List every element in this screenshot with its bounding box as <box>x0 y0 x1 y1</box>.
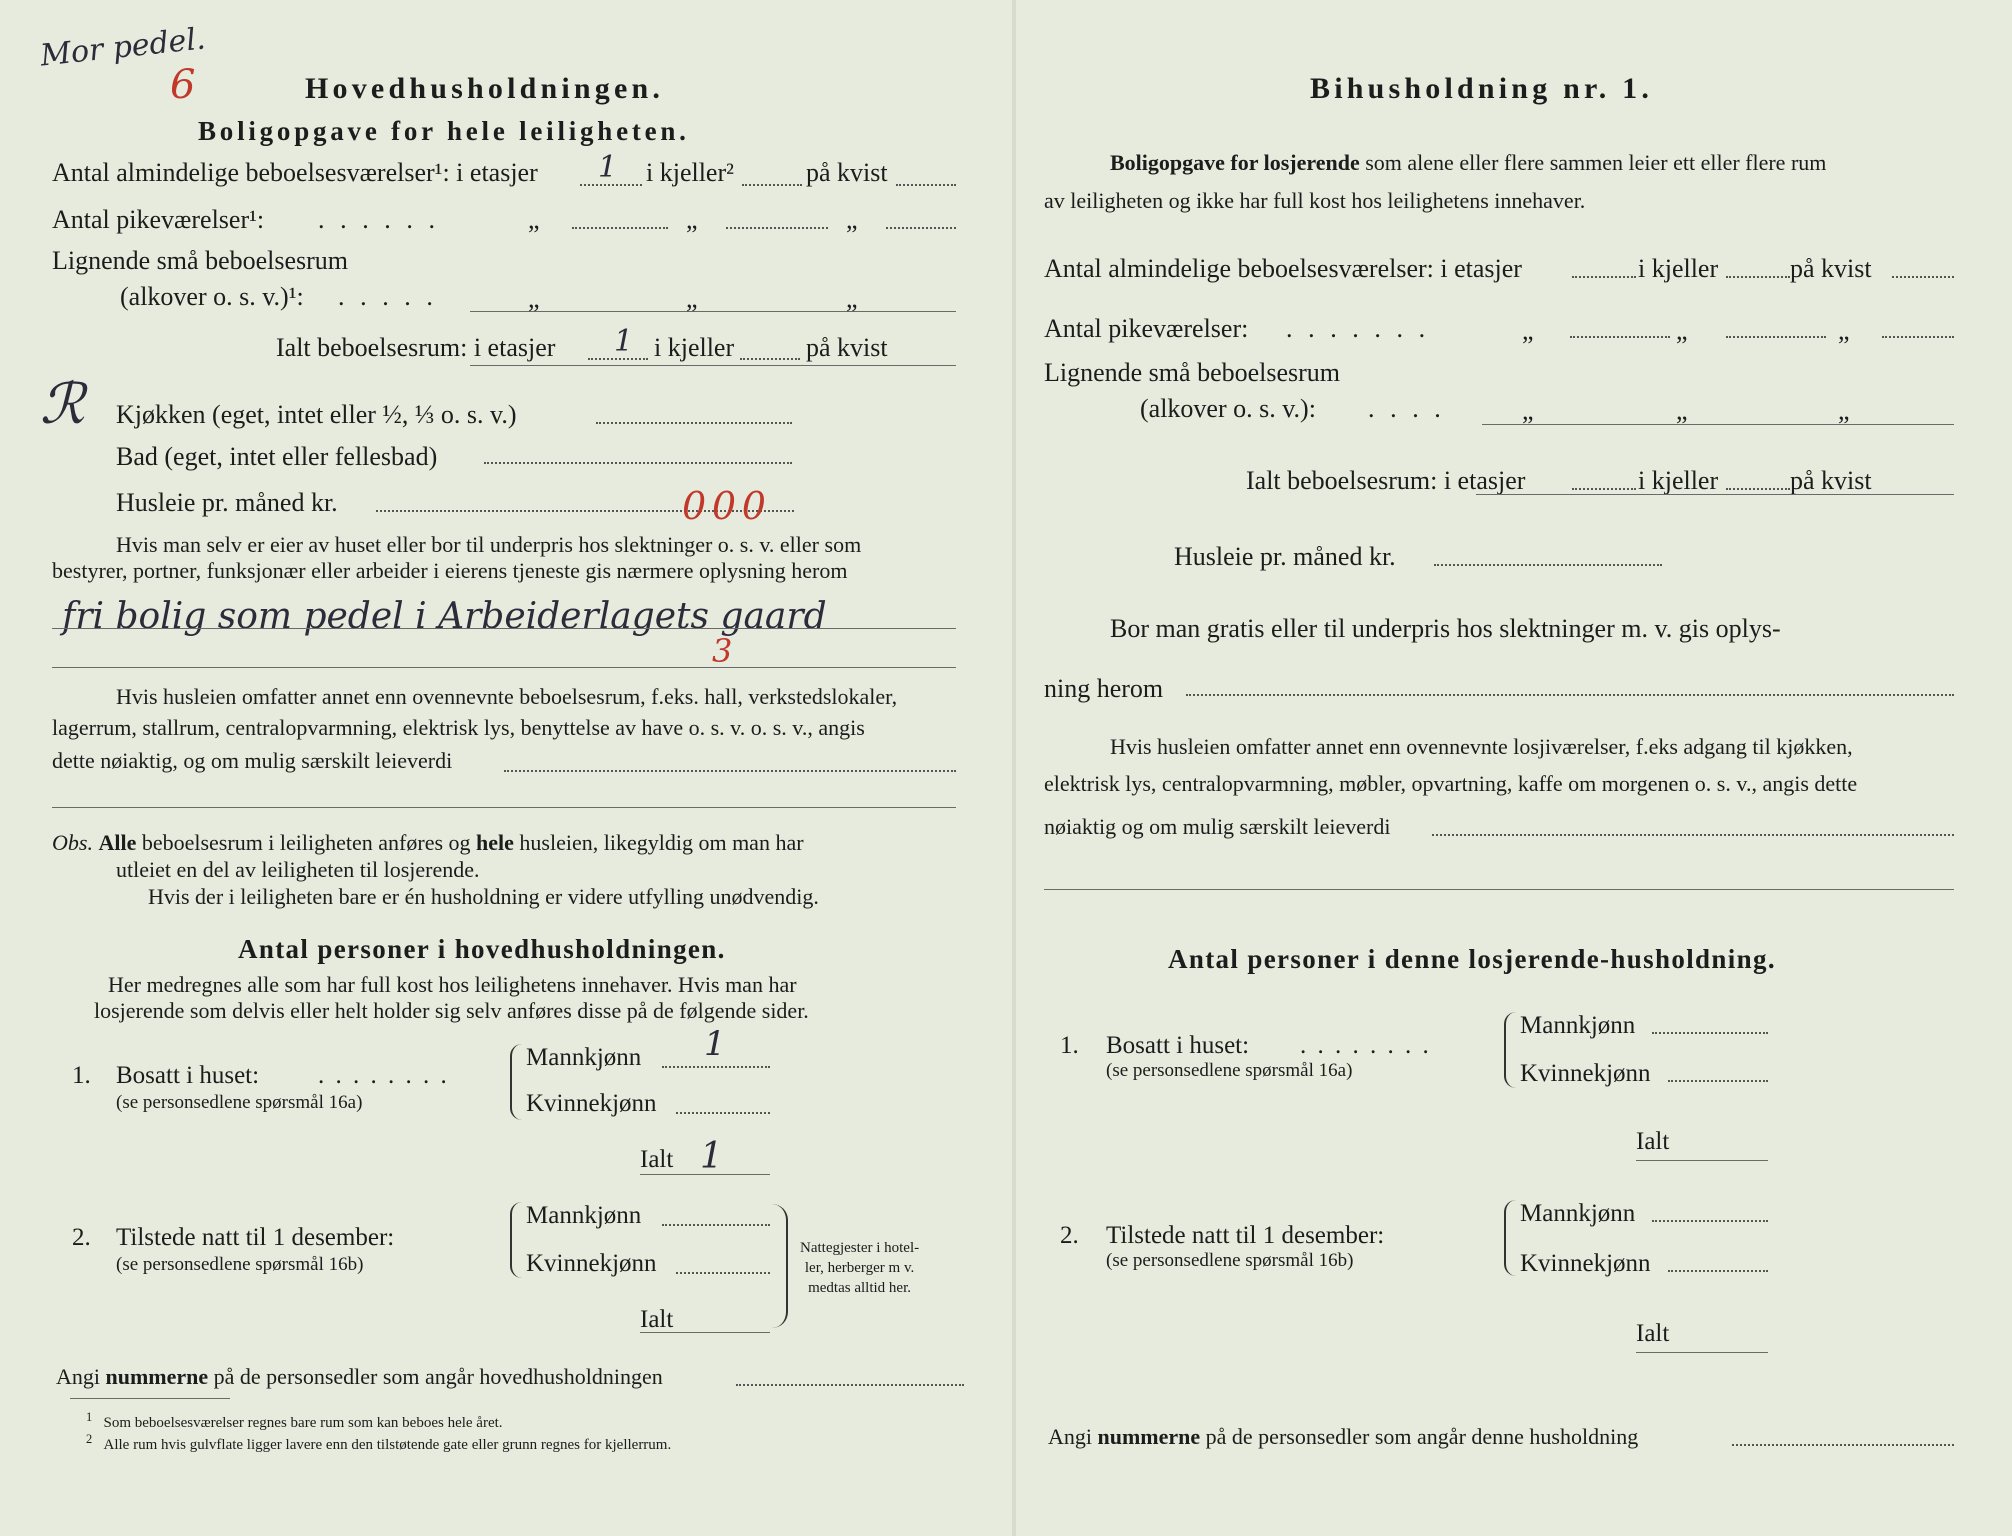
left-q2-mann: Mannkjønn <box>526 1202 642 1229</box>
left-q2-ialt: Ialt <box>640 1306 674 1333</box>
left-q1-mann: Mannkjønn <box>526 1044 642 1071</box>
left-q2-number: 2. <box>72 1224 91 1251</box>
left-rooms-label: Antal almindelige beboelsesværelser¹: i etasjer <box>52 158 538 187</box>
right-intro-line1: som alene eller flere sammen leier ett eller flere rum <box>1365 150 1827 175</box>
right-angi-c: på de personsedler som angår denne husholdning <box>1205 1424 1639 1449</box>
left-persons-line1: Her medregnes alle som har full kost hos leilighetens innehaver. Hvis man har <box>108 972 797 997</box>
rent-label: Husleie pr. måned kr. <box>116 488 338 517</box>
left-q1-label: Bosatt i huset: <box>116 1062 260 1089</box>
handwritten-ialt: 1 <box>700 1136 723 1177</box>
right-note-line3: nøiaktig og om mulig særskilt leieverdi <box>1044 814 1391 839</box>
left-q2-kvinne: Kvinnekjønn <box>526 1250 657 1277</box>
footnote1-number: 1 <box>86 1410 93 1424</box>
nattegjester-line2: ler, herberger m v. <box>804 1260 915 1276</box>
left-kvist-label: på kvist <box>806 158 888 187</box>
handwritten-number: 6 <box>170 62 196 108</box>
right-q1-sub: (se personsedlene spørsmål 16a) <box>1106 1060 1353 1081</box>
right-q1-number: 1. <box>1060 1032 1079 1059</box>
right-q1-label: Bosatt i huset: <box>1106 1032 1250 1059</box>
left-persons-title: Antal personer i hovedhusholdningen. <box>238 934 726 964</box>
right-total-kvist-label: på kvist <box>1790 466 1872 495</box>
right-small-rooms-label: Lignende små beboelsesrum <box>1044 358 1341 387</box>
left-title: Hovedhusholdningen. <box>305 72 665 105</box>
obs-line1a: beboelsesrum i leiligheten anføres og <box>141 830 471 855</box>
right-intro-bold: Boligopgave for losjerende <box>1110 150 1360 175</box>
right-rent-label: Husleie pr. måned kr. <box>1174 542 1396 571</box>
right-kjeller-label: i kjeller <box>1638 254 1719 283</box>
handwritten-herom: fri bolig som pedel i Arbeiderlagets gaard <box>62 596 827 637</box>
obs-line1b: husleien, likegyldig om man har <box>519 830 804 855</box>
bath-label: Bad (eget, intet eller fellesbad) <box>116 442 438 471</box>
owner-note-line1: Hvis man selv er eier av huset eller bor til underpris hos slektninger o. s. v. eller som <box>116 532 862 557</box>
obs-line2: utleiet en del av leiligheten til losjerende. <box>116 857 480 882</box>
handwritten-etasjer: 1 <box>598 150 618 185</box>
right-angi-a: Angi <box>1048 1424 1092 1449</box>
left-q2-sub: (se personsedlene spørsmål 16b) <box>116 1254 364 1275</box>
left-q1-kvinne: Kvinnekjønn <box>526 1090 657 1117</box>
left-small-rooms-label: Lignende små beboelsesrum <box>52 246 349 275</box>
right-q2-kvinne: Kvinnekjønn <box>1520 1250 1651 1277</box>
footnote2: Alle rum hvis gulvflate ligger lavere enn den tilstøtende gate eller grunn regnes for kjellerrum. <box>103 1437 672 1453</box>
left-maid-rooms-label: Antal pikeværelser¹: <box>52 205 265 234</box>
page-fold <box>1012 0 1016 1536</box>
right-q2-sub: (se personsedlene spørsmål 16b) <box>1106 1250 1354 1271</box>
obs-alle: Alle <box>98 830 137 855</box>
right-persons-title: Antal personer i denne losjerende-husholdning. <box>1168 944 1776 974</box>
rent-extra-note-line1: Hvis husleien omfatter annet enn ovennevnte beboelsesrum, f.eks. hall, verkstedslokaler, <box>116 684 898 709</box>
left-subtitle: Boligopgave for hele leiligheten. <box>198 116 690 146</box>
right-total-rooms-label: Ialt beboelsesrum: i etasjer <box>1246 466 1526 495</box>
left-q1-ialt: Ialt <box>640 1146 674 1173</box>
right-alcoves-label: (alkover o. s. v.): <box>1140 394 1316 423</box>
obs-label: Obs. <box>52 830 93 855</box>
left-kjeller-label: i kjeller² <box>646 158 734 187</box>
left-persons-line2: losjerende som delvis eller helt holder sig selv anføres disse på de følgende sider. <box>94 998 809 1023</box>
right-gratis-line2: ning herom <box>1044 674 1164 703</box>
nattegjester-line3: medtas alltid her. <box>808 1280 911 1296</box>
rent-extra-note-line2: lagerrum, stallrum, centralopvarmning, elektrisk lys, benyttelse av have o. s. v. o. s. v., angis <box>52 715 865 740</box>
right-q2-number: 2. <box>1060 1222 1079 1249</box>
right-note-line1: Hvis husleien omfatter annet enn ovennevnte losjiværelser, f.eks adgang til kjøkken, <box>1110 734 1853 759</box>
right-intro-line2: av leiligheten og ikke har full kost hos leilighetens innehaver. <box>1044 188 1586 213</box>
owner-note-line2: bestyrer, portner, funksjonær eller arbeider i eierens tjeneste gis nærmere oplysning herom <box>52 558 848 583</box>
left-q2-label: Tilstede natt til 1 desember: <box>116 1224 395 1251</box>
obs-line3: Hvis der i leiligheten bare er én husholdning er videre utfylling unødvendig. <box>148 884 819 909</box>
handwritten-herom-mark: 3 <box>712 632 733 670</box>
obs-hele: hele <box>476 830 514 855</box>
left-q1-number: 1. <box>72 1062 91 1089</box>
right-q2-label: Tilstede natt til 1 desember: <box>1106 1222 1385 1249</box>
left-angi-a: Angi <box>56 1364 100 1389</box>
left-angi-c: på de personsedler som angår hovedhusholdningen <box>213 1364 663 1389</box>
left-alcoves-label: (alkover o. s. v.)¹: <box>120 282 304 311</box>
right-total-kjeller-label: i kjeller <box>1638 466 1719 495</box>
right-q2-ialt: Ialt <box>1636 1320 1670 1347</box>
right-rooms-label: Antal almindelige beboelsesværelser: i etasjer <box>1044 254 1522 283</box>
right-q2-mann: Mannkjønn <box>1520 1200 1636 1227</box>
right-kvist-label: på kvist <box>1790 254 1872 283</box>
left-total-kjeller-label: i kjeller <box>654 333 735 362</box>
footnote2-number: 2 <box>86 1432 93 1446</box>
nattegjester-line1: Nattegjester i hotel- <box>800 1240 920 1256</box>
handwritten-mann: 1 <box>704 1024 726 1064</box>
left-total-kvist-label: på kvist <box>806 333 888 362</box>
census-form-sheet: Mor pedel. 6 Hovedhusholdningen. Boligopgave for hele leiligheten. Antal almindelige beboelsesværelser¹: i etasjer 1 i kjeller² på kvist Antal pikeværelser¹: ...... „ „ „ Lignende små beboelsesrum (alkover o. s. v.)¹: ..... „ „ „ Ialt beboelsesrum: i etasjer 1 i kjeller på kvist ℛ Kjøkken (eget, intet eller ½, ⅓ o. s. v.) Bad (eget, intet eller fellesbad) Husleie pr. måned kr. 000 Hvis man selv er eier av huset eller bor til underpris hos slektninger o. s. v. eller som bestyrer, portner, funksjonær eller arbeider i eierens tjeneste gis nærmere oplysning herom fri bolig som pedel i Arbeiderlagets gaard 3 Hvis husleien omfatter annet enn ovennevnte beboelsesrum, f.eks. hall, verkstedslokaler, lagerrum, stallrum, centralopvarmning, elektrisk lys, benyttelse av have o. s. v. o. s. v., angis dette nøiaktig, og om mulig særskilt leieverdi Obs. Alle beboelsesrum i leiligheten anføres og hele husleien, likegyldig om man har utleiet en del av leiligheten til losjerende. Hvis der i leiligheten bare er én husholdning er videre utfylling unødvendig. Antal personer i hovedhusholdningen. Her medregnes alle som har full kost hos leilighetens innehaver. Hvis man har losjerende som delvis eller helt holder sig selv anføres disse på de følgende sider. 1. Bosatt i huset: ........ (se personsedlene spørsmål 16a) Mannkjønn 1 Kvinnekjønn Ialt 1 2. Tilstede natt til 1 desember: (se personsedlene spørsmål 16b) Mannkjønn Kvinnekjønn Ialt Nattegjester i hotel- ler, herberger m v. medtas alltid her. Angi nummerne på de personsedler som angår hovedhusholdningen $^1$ Som beboelsesværelser regnes bare rum som kan beboes hele året. $^2$ Alle rum hvis gulvflate ligger lavere enn den tilstøtende gate eller grunn regnes for kjellerrum. Bihusholdning nr. 1. Boligopgave for losjerende som alene eller flere sammen leier ett eller flere rum av leiligheten og ikke har full kost hos leilighetens innehaver. Antal almindelige beboelsesværelser: i etasjer i kjeller på kvist Antal pikeværelser: ....... „ „ „ Lignende små beboelsesrum (alkover o. s. v.): .... „ „ „ Ialt beboelsesrum: i etasjer i kjeller på kvist Husleie pr. måned kr. Bor man gratis eller til underpris hos slektninger m. v. gis oplys- ning herom Hvis husleien omfatter annet enn ovennevnte losjiværelser, f.eks adgang til kjøkken, elektrisk lys, centralopvarmning, møbler, opvartning, kaffe om morgenen o. s. v., angis dette nøiaktig og om mulig særskilt leieverdi Antal personer i denne losjerende-husholdning. 1. Bosatt i huset: ........ (se personsedlene spørsmål 16a) Mannkjønn Kvinnekjønn Ialt 2. Tilstede natt til 1 desember: (se personsedlene spørsmål 16b) Mannkjønn Kvinnekjønn Ialt Angi nummerne på de personsedler som angår denne husholdning <box>0 0 2012 1536</box>
left-angi-b: nummerne <box>105 1364 209 1389</box>
left-total-rooms-label: Ialt beboelsesrum: i etasjer <box>276 333 556 362</box>
right-q1-ialt: Ialt <box>1636 1128 1670 1155</box>
kitchen-label: Kjøkken (eget, intet eller ½, ⅓ o. s. v.) <box>116 400 517 429</box>
right-maid-rooms-label: Antal pikeværelser: <box>1044 314 1249 343</box>
right-angi-b: nummerne <box>1097 1424 1201 1449</box>
right-gratis-line1: Bor man gratis eller til underpris hos slektninger m. v. gis oplys- <box>1110 614 1781 643</box>
footnote1: Som beboelsesværelser regnes bare rum som kan beboes hele året. <box>103 1415 503 1431</box>
rent-extra-note-line3: dette nøiaktig, og om mulig særskilt leieverdi <box>52 748 453 773</box>
handwritten-ialt-etasjer: 1 <box>614 324 634 359</box>
right-q1-mann: Mannkjønn <box>1520 1012 1636 1039</box>
handwritten-rent: 000 <box>682 484 772 528</box>
right-note-line2: elektrisk lys, centralopvarmning, møbler, opvartning, kaffe om morgenen o. s. v., angis dette <box>1044 771 1858 796</box>
left-q1-sub: (se personsedlene spørsmål 16a) <box>116 1092 363 1113</box>
right-title: Bihusholdning nr. 1. <box>1310 72 1654 105</box>
handwritten-corner-note: Mor pedel. <box>38 21 208 74</box>
right-q1-kvinne: Kvinnekjønn <box>1520 1060 1651 1087</box>
